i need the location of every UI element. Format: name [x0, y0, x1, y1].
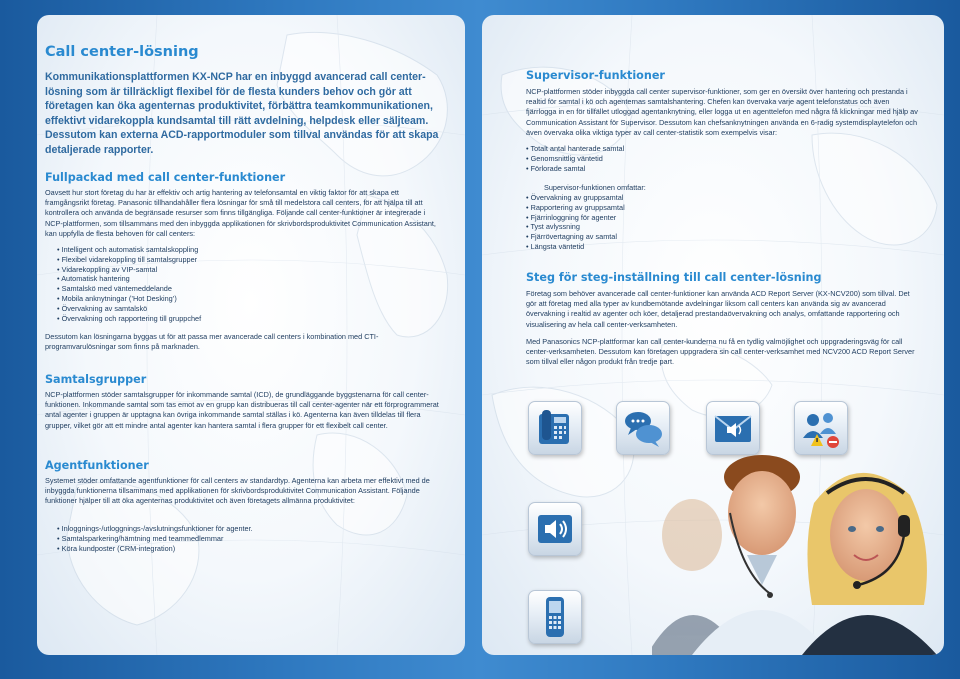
list-item: • Fjärrinloggning för agenter [526, 213, 625, 223]
right-page [482, 15, 944, 655]
list-item: • Tyst avlyssning [526, 222, 625, 232]
steg-paragraph-2: Med Panasonics NCP-plattformar kan call center-kunderna nu få en tydlig valmöjlighet och uppgraderingsväg för call center-verksamheten. Dessutom kan företagen uppgradera sin call center-verksamhet med NCV200 ACD Report Server som tillval eller någon produkt från tredje part. [526, 337, 915, 367]
list-item: • Intelligent och automatisk samtalskoppling [57, 245, 201, 255]
supervisor-stats-list [526, 144, 624, 173]
list-item: • Vidarekoppling av VIP-samtal [57, 265, 201, 275]
list-item: • Längsta väntetid [526, 242, 625, 252]
left-page [37, 15, 465, 655]
samtalsgrupper-body: NCP-plattformen stöder samtalsgrupper för inkommande samtal (ICD), de grundläggande byggstenarna för call center-funktionen. Inkommande samtal som tas emot av en grupp kan distribueras till call center-agenter när ett förprogrammerat antal agenter i gruppen är upptagna kan övriga inkommande samtal ställas i kö. Agenterna kan även tilldelas till flera grupper, vilket gör att ett mindre antal agenter kan hantera samtal i flera grupper för ett flexibelt call center. [45, 390, 439, 430]
list-item: • Inloggnings-/utloggnings-/avslutningsfunktioner för agenter. [57, 524, 253, 534]
list-item: • Mobila anknytningar (’Hot Desking’) [57, 294, 201, 304]
list-item: • Automatisk hantering [57, 274, 201, 284]
supervisor-heading: Supervisor-funktioner [526, 69, 665, 82]
fullpackad-body: Oavsett hur stort företag du har är effektiv och artig hantering av telefonsamtal en viktig faktor för att skapa ett framgångsrikt företag. Panasonic tillhandahåller flera lösningar för små till medelstora call centers, för att hjälpa till att kontrollera och använda de begränsade resurser som finns tillgängliga. Följande call center-funktioner är integrerade i NCP-plattformen, som tillsammans med den inbyggda applikationen för skrivbordsproduktivitet Communication Assistant, kan uppfylla de flesta behoven för call centers: [45, 188, 436, 238]
agentfunktioner-body: Systemet stöder omfattande agentfunktioner för call centers av standardtyp. Agenterna kan arbeta mer effektivt med de inbyggda funktionerna tillsammans med applikationen för skrivbordsproduktivitet Communication Assistant. Följande funktioner hjälper till att öka agenternas produktivitet och även företagets allmänna produktivitet: [45, 476, 430, 506]
list-item: • Totalt antal hanterade samtal [526, 144, 624, 154]
agentfunktioner-heading: Agentfunktioner [45, 459, 149, 472]
mobile-phone-icon [528, 590, 582, 644]
agentfunktioner-list [57, 524, 253, 553]
list-item: • Övervakning av gruppsamtal [526, 193, 625, 203]
list-item: • Samtalskö med väntemeddelande [57, 284, 201, 294]
steg-paragraph-1: Företag som behöver avancerade call center-funktioner kan använda ACD Report Server (KX-NCV200) som tillval. Det gör att företag med alla typer av kundbemötande avdelningar liksom call centers kan använda sig av avancerad övervakning i realtid av agenter och köer, detaljerad prestandaövervakning och analys, omfattande rapportering och visualisering av hela call center-verksamheten. [526, 289, 910, 329]
supervisor-omfattar-list [526, 193, 625, 252]
fullpackad-list [57, 245, 201, 323]
list-item: • Övervakning och rapportering till gruppchef [57, 314, 201, 324]
agents-photo [652, 455, 944, 655]
list-item: • Rapportering av gruppsamtal [526, 203, 625, 213]
fullpackad-heading: Fullpackad med call center-funktioner [45, 171, 286, 184]
list-item: • Samtalsparkering/hämtning med teammedlemmar [57, 534, 253, 544]
agents-alert-icon [794, 401, 848, 455]
intro-paragraph: Kommunikationsplattformen KX-NCP har en inbyggd avancerad call center-lösning som är tillräckligt flexibel för de flesta kunders behov och gör att företagen kan öka agenternas produktivitet, förbättra teamkommunikationen, effektivt vidarekoppla kundsamtal till rätt avdelning, helpdesk eller säljteam. Dessutom kan externa ACD-rapportmoduler som tillval användas för att skapa detaljerade rapporter. [45, 71, 439, 156]
list-item: • Genomsnittlig väntetid [526, 154, 624, 164]
list-item: • Fjärrövertagning av samtal [526, 232, 625, 242]
desk-phone-icon [528, 401, 582, 455]
chat-bubbles-icon [616, 401, 670, 455]
page-title: Call center-lösning [45, 44, 199, 60]
envelope-speaker-icon [706, 401, 760, 455]
speaker-icon [528, 502, 582, 556]
list-item: • Flexibel vidarekoppling till samtalsgrupper [57, 255, 201, 265]
supervisor-omfattar-label: Supervisor-funktionen omfattar: [544, 183, 646, 192]
list-item: • Köra kundposter (CRM-integration) [57, 544, 253, 554]
steg-heading: Steg för steg-inställning till call center-lösning [526, 271, 822, 284]
supervisor-body: NCP-plattformen stöder inbyggda call center supervisor-funktioner, som ger en översikt över hantering och prestanda i realtid för samtal i kö och agenternas samtalshantering. Chefen kan övervaka varje agent telefonstatus och även fjärrlogga in en för tillfället utloggad agentanknytning, eller logga ut en agenttelefon med några få klickningar med hjälp av Communication Assistant för Supervisor. Dessutom kan chefsanknytningen använda en 6-radig systemdisplaytelefon och även övervaka olika viktiga typer av call center-statistik som exempelvis visar: [526, 87, 918, 137]
fullpackad-closing: Dessutom kan lösningarna byggas ut för att passa mer avancerade call centers i kombination med CTI-programvarulösningar som finns på marknaden. [45, 332, 379, 352]
samtalsgrupper-heading: Samtalsgrupper [45, 373, 147, 386]
list-item: • Förlorade samtal [526, 164, 624, 174]
list-item: • Övervakning av samtalskö [57, 304, 201, 314]
